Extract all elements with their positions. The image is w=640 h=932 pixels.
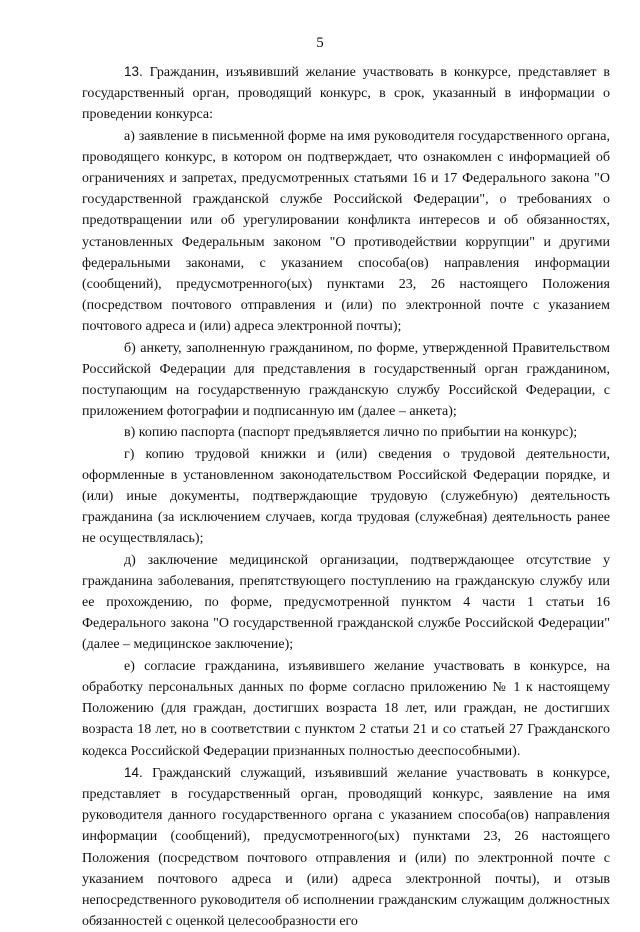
paragraph-14 [82, 762, 610, 932]
paragraph-13 [82, 61, 610, 126]
paragraph-text: Гражданский служащий, изъявивший желание участвовать в конкурсе, представляет в государственный орган, проводящий конкурс, заявление на имя руководителя данного государственного органа с указанием способа(ов) направления информации (сообщений), предусмотренного(ых) пунктами 23, 26 настоящего Положения (посредством почтового отправления и (или) по электронной почте с указанием почтового адреса и (или) адреса электронной почты), и отзыв непосредственного руководителя об исполнении гражданским служащим должностных обязанностей с оценкой целесообразности его [82, 765, 610, 930]
clause-g [82, 444, 610, 550]
page-number: 5 [316, 35, 324, 51]
paragraph-number: 13. [124, 64, 143, 79]
clause-d [82, 550, 610, 656]
document-body [82, 61, 610, 932]
paragraph-text: д) заключение медицинской организации, подтверждающее отсутствие у гражданина заболевания, препятствующего поступлению на гражданскую службу или ее прохождению, по форме, предусмотренной пунктом 4 части 1 статьи 16 Федерального закона "О государственной гражданской службе Российской Федерации" (далее – медицинское заключение); [82, 552, 610, 653]
clause-v [82, 422, 610, 443]
paragraph-text: б) анкету, заполненную гражданином, по форме, утвержденной Правительством Российской Федерации для представления в государственный орган гражданином, поступающим на государственную гражданскую службу Российской Федерации, с приложением фотографии и подписанную им (далее – анкета); [82, 340, 610, 420]
paragraph-text: г) копию трудовой книжки и (или) сведения о трудовой деятельности, оформленные в установленном законодательством Российской Федерации порядке, и (или) иные документы, подтверждающие трудовую (служебную) деятельность гражданина (за исключением случаев, когда трудовая (служебная) деятельность ранее не осуществлялась); [82, 446, 610, 547]
paragraph-text: а) заявление в письменной форме на имя руководителя государственного органа, проводящего конкурс, в котором он подтверждает, что ознакомлен с информацией об ограничениях и запретах, предусмотренных статьями 16 и 17 Федерального закона "О государственной гражданской службе Российской Федерации", о требованиях о предотвращении или об урегулировании конфликта интересов и об обязанностях, установленных Федеральным законом "О противодействии коррупции" и другими федеральными законами, с указанием способа(ов) направления информации (сообщений), предусмотренного(ых) пунктами 23, 26 настоящего Положения (посредством почтового отправления и (или) по электронной почте с указанием почтового адреса и (или) адреса электронной почты); [82, 128, 610, 335]
clause-e [82, 656, 610, 762]
paragraph-text: в) копию паспорта (паспорт предъявляется лично по прибытии на конкурс); [124, 425, 578, 441]
clause-b [82, 338, 610, 423]
paragraph-number: 14. [124, 764, 143, 780]
paragraph-text: е) согласие гражданина, изъявившего желание участвовать в конкурсе, на обработку персональных данных по форме согласно приложению № 1 к настоящему Положению (для граждан, достигших возраста 18 лет, или граждан, не достигших возраста 18 лет, но в соответствии с пунктом 2 статьи 21 и со статьей 27 Гражданского кодекса Российской Федерации признанных полностью дееспособными). [82, 658, 610, 759]
paragraph-text: Гражданин, изъявивший желание участвовать в конкурсе, представляет в государственный орган, проводящий конкурс, в срок, указанный в информации о проведении конкурса: [82, 65, 610, 123]
clause-a [82, 126, 610, 338]
